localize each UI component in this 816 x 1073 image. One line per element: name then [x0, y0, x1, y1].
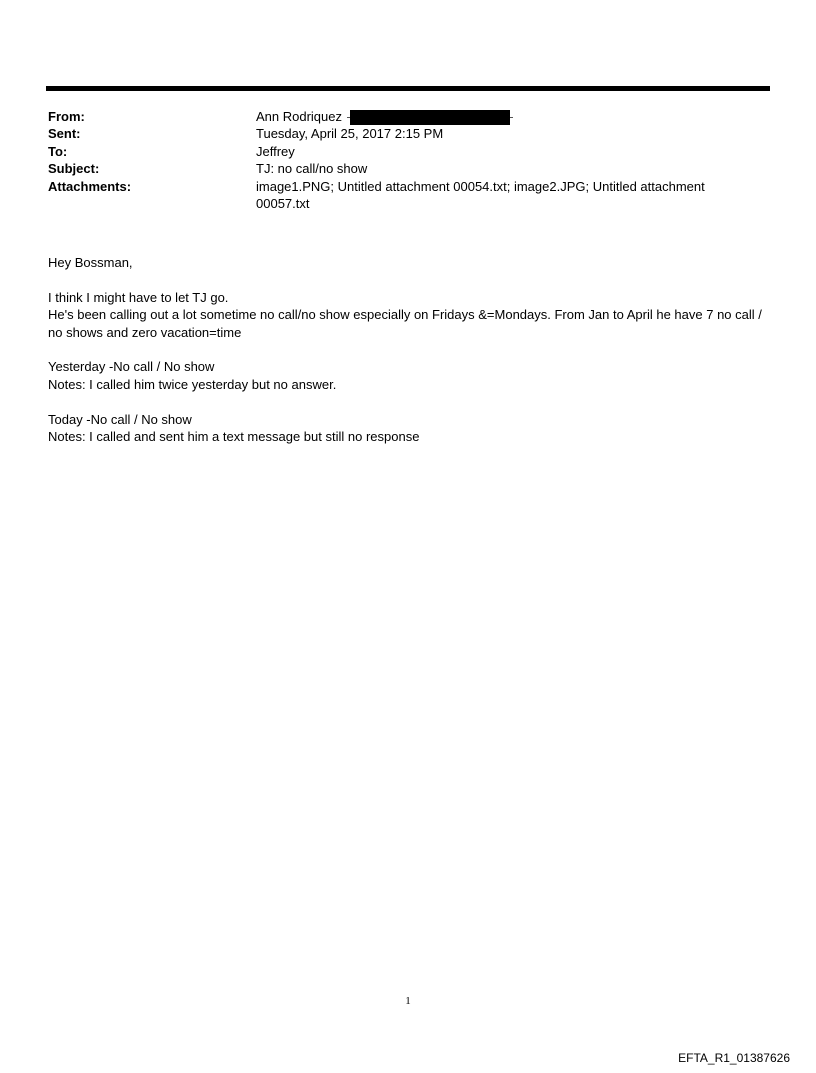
- email-body: [48, 254, 768, 445]
- redacted-email-address: [347, 110, 513, 125]
- header-row-sent: [48, 125, 768, 142]
- redaction-edge-right: [510, 117, 513, 118]
- header-row-to: [48, 143, 768, 160]
- sent-value: Tuesday, April 25, 2017 2:15 PM: [256, 126, 444, 142]
- sent-label: Sent:: [48, 126, 81, 142]
- subject-label: Subject:: [48, 161, 100, 177]
- header-row-attachments: [48, 178, 768, 213]
- attachments-label: Attachments:: [48, 178, 132, 194]
- header-divider: [46, 86, 770, 91]
- to-value: Jeffrey: [256, 143, 295, 159]
- document-id: EFTA_R1_01387626: [678, 1051, 790, 1065]
- greeting: Hey Bossman,: [48, 255, 133, 270]
- today-notes: Notes: I called and sent him a text message but still no response: [48, 429, 420, 445]
- body-line-1: I think I might have to let TJ go.: [48, 289, 229, 305]
- body-line-2: He's been calling out a lot sometime no call/no show especially on Fridays &=Mondays. From Jan to April he have 7 no call / no shows and zero vacation=time: [48, 307, 762, 340]
- attachments-value: image1.PNG; Untitled attachment 00054.txt; image2.JPG; Untitled attachment 00057.txt: [256, 178, 705, 212]
- yesterday-notes: Notes: I called him twice yesterday but no answer.: [48, 376, 337, 392]
- from-value: [256, 108, 726, 125]
- today-status: Today -No call / No show: [48, 411, 192, 427]
- from-label: From:: [48, 109, 85, 124]
- to-label: To:: [48, 143, 68, 159]
- subject-value: TJ: no call/no show: [256, 161, 368, 177]
- yesterday-status: Yesterday -No call / No show: [48, 359, 215, 375]
- redaction-bar: [350, 110, 510, 125]
- paragraph-gap: [48, 271, 768, 288]
- header-row-subject: [48, 160, 768, 177]
- paragraph-gap: [48, 341, 768, 358]
- page-number: 1: [405, 995, 411, 1007]
- email-headers: [48, 108, 768, 212]
- header-row-from: [48, 108, 768, 125]
- paragraph-gap: [48, 393, 768, 410]
- sender-name: Ann Rodriquez: [256, 109, 342, 124]
